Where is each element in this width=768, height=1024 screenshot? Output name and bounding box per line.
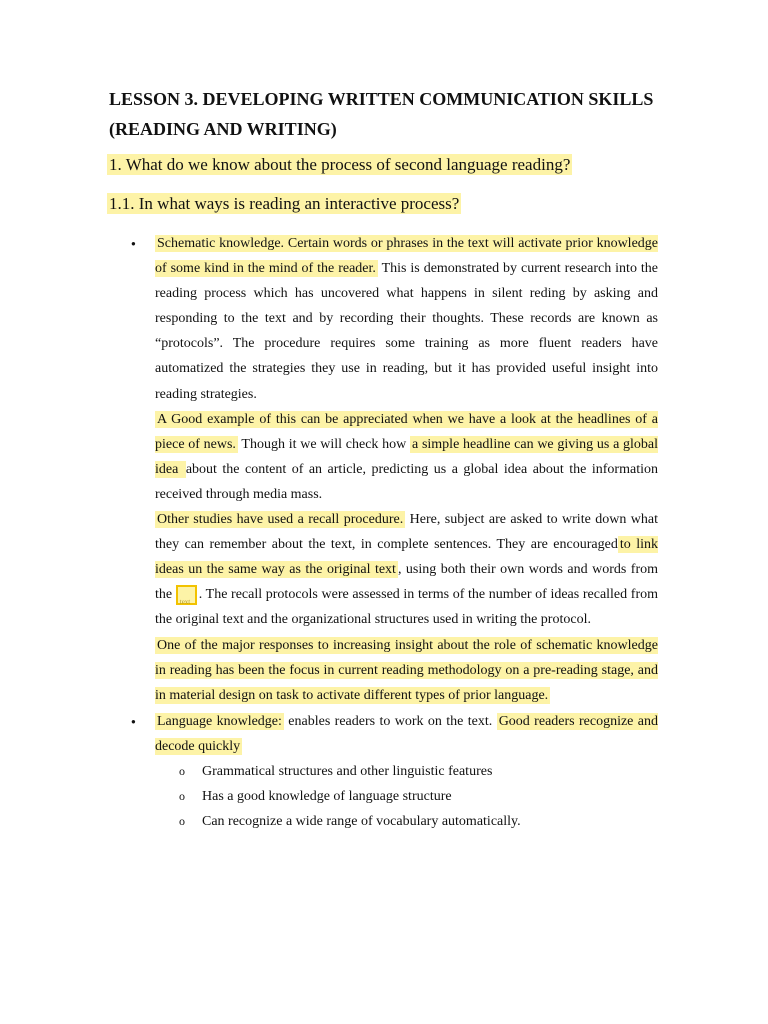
highlight: Other studies have used a recall procedure. (157, 512, 404, 528)
paragraph-text: , using both their own words and words from the (155, 562, 658, 603)
lesson-title (109, 84, 669, 144)
comment-marker-text: text (179, 598, 191, 607)
circle-bullet-icon: o (179, 763, 185, 778)
sub-item-text: Has a good knowledge of language structure (202, 789, 452, 805)
paragraph-text: Though it we will check how (237, 436, 410, 452)
section-heading-1-text: 1. What do we know about the process of second language reading? (109, 155, 571, 174)
comment-marker-box[interactable] (176, 585, 197, 605)
highlight: A Good example of this can be appreciated when we have a look at the headlines of a piece of news. (155, 411, 658, 452)
sub-item-text: Can recognize a wide range of vocabulary automatically. (202, 814, 521, 830)
sub-item-text: Grammatical structures and other linguistic features (202, 763, 493, 779)
language-knowledge-paragraph (155, 709, 658, 759)
circle-bullet-icon: o (179, 789, 185, 804)
schematic-knowledge-paragraph (155, 231, 658, 407)
highlight: to link ideas un the same way as the original text (155, 537, 658, 578)
schematic-response-paragraph (155, 633, 658, 708)
section-heading-1-1-text: 1.1. In what ways is reading an interactive process? (109, 194, 460, 213)
highlight: Schematic knowledge. Certain words or phrases in the text will activate prior knowledge of some kind in the mind of the reader. (155, 236, 658, 277)
section-heading-1 (107, 153, 572, 177)
highlight: Language knowledge: (157, 713, 282, 729)
language-sub-list (155, 759, 658, 834)
sub-list-item (155, 784, 658, 809)
sub-list-item (155, 809, 658, 834)
lesson-title-line1: LESSON 3. DEVELOPING WRITTEN COMMUNICATION SKILLS (109, 89, 654, 109)
lesson-title-line2: (READING AND WRITING) (109, 119, 337, 139)
headline-example-paragraph (155, 407, 658, 507)
paragraph-text: Here, subject are asked to write down what they can remember about the text, in complete sentences. They are encouraged (155, 512, 658, 553)
highlight: a simple headline can we giving us a global idea (155, 436, 659, 477)
paragraph-text: . The recall protocols were assessed in terms of the number of ideas recalled from the original text and the organizational structures used in writing the protocol. (155, 587, 659, 628)
paragraph-text: enables readers to work on the text. (283, 713, 497, 729)
recall-procedure-paragraph (155, 507, 658, 632)
paragraph-text: about the content of an article, predicting us a global idea about the information received through media mass. (155, 461, 658, 502)
highlight: One of the major responses to increasing insight about the role of schematic knowledge in reading has been the focus in current reading methodology on a pre-reading stage, and in material design on task to activate different types of prior language. (155, 637, 658, 703)
paragraph-text: This is demonstrated by current research into the reading process which has uncovered what happens in silent reding by asking and responding to the text and by recording their thoughts. These records are known as “protocols”. The procedure requires some training as more fluent readers have automatized the strategies they use in reading, but it has provided useful insight into reading strategies. (155, 261, 658, 402)
bullet-list (155, 231, 658, 834)
circle-bullet-icon: o (179, 814, 185, 829)
highlight: Good readers recognize and decode quickly (155, 713, 659, 754)
section-heading-1-1 (107, 192, 461, 216)
sub-list-item (155, 759, 658, 784)
